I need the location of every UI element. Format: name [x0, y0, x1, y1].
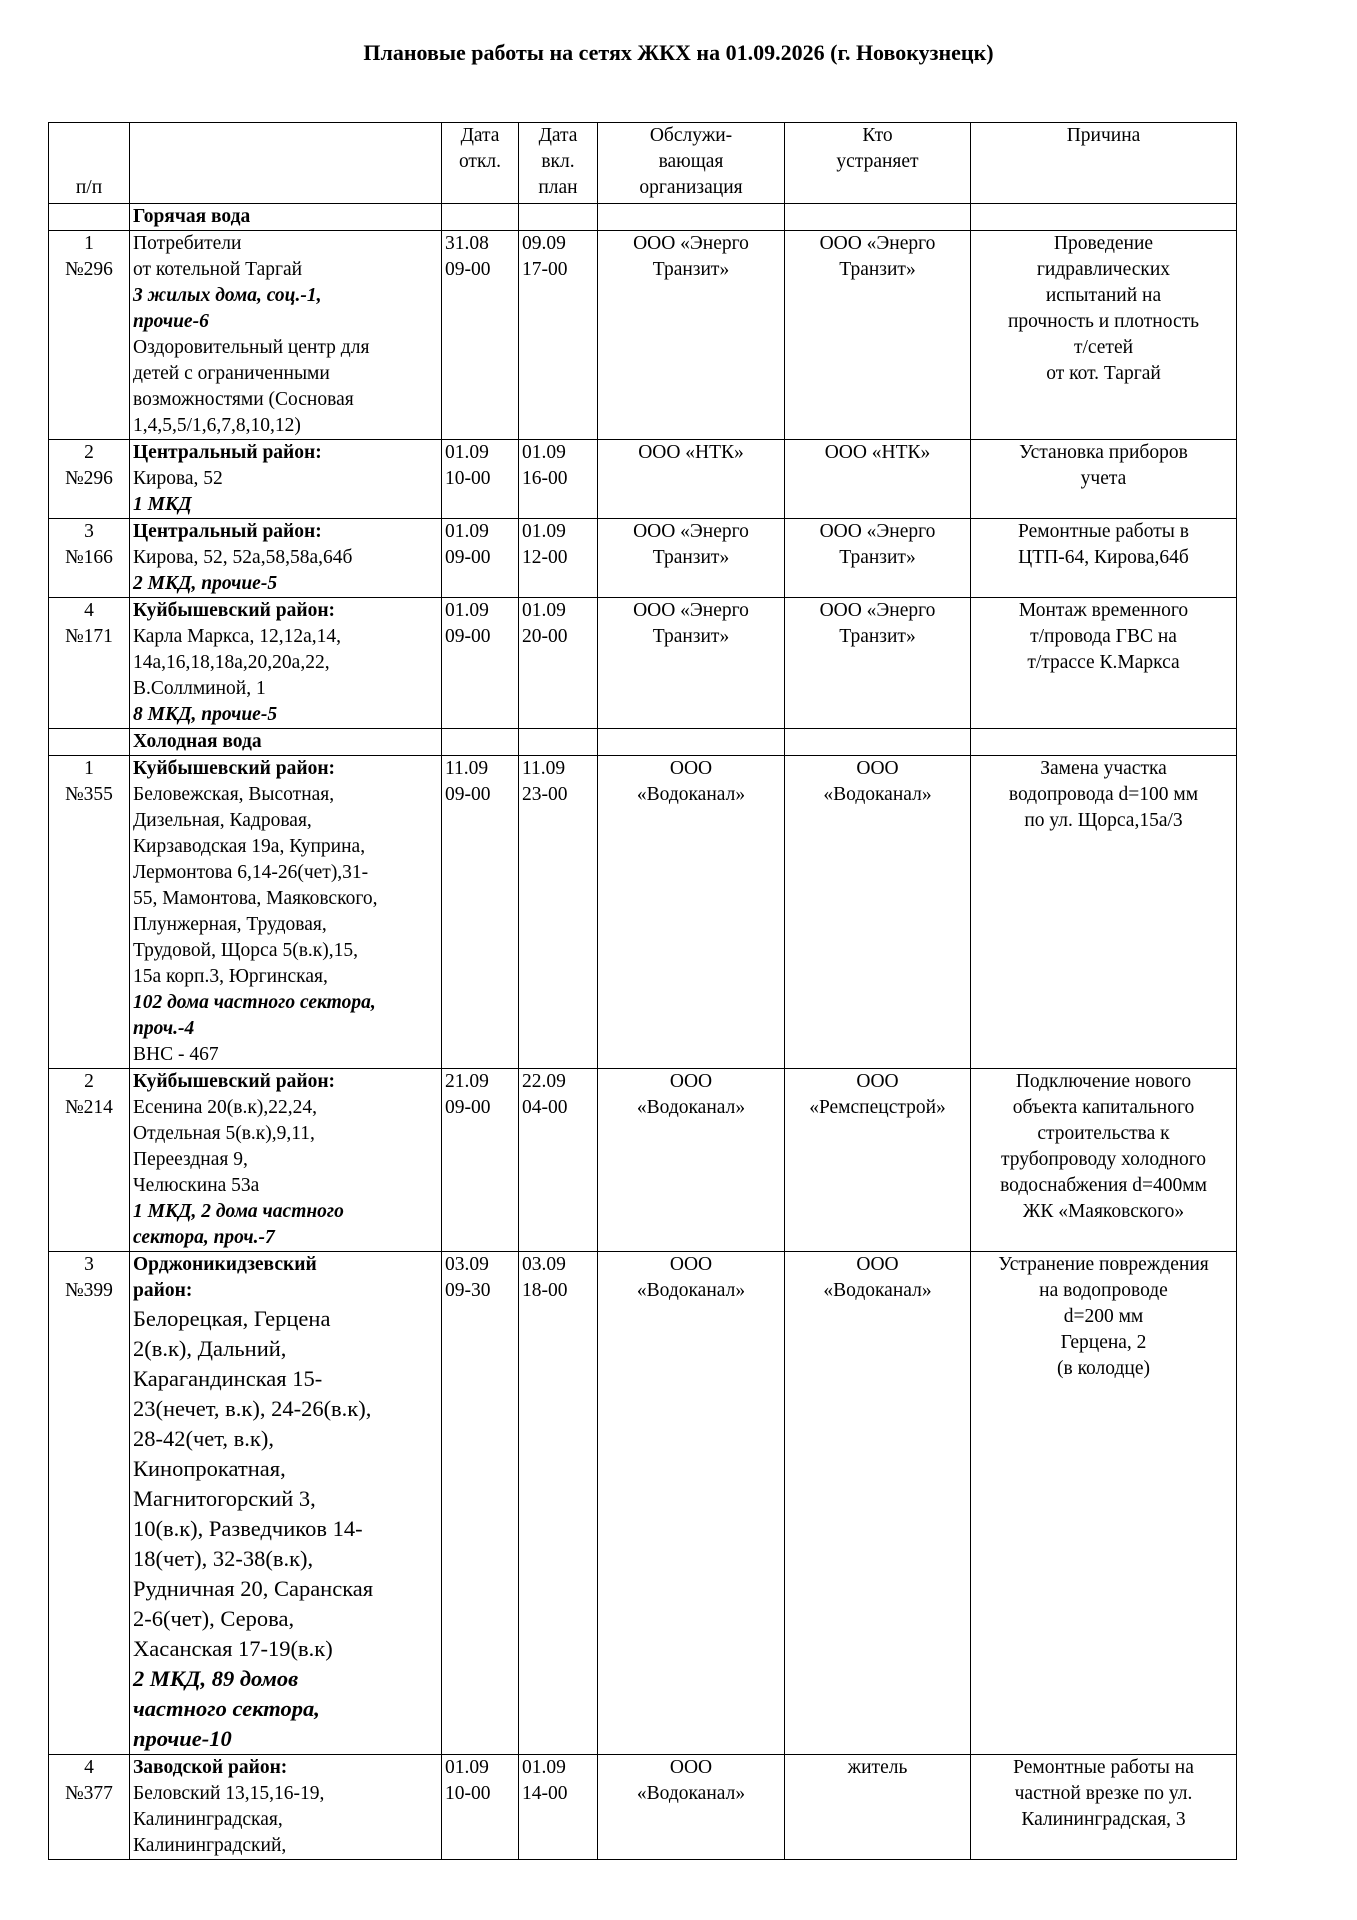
table-row	[49, 519, 1237, 598]
cell-number	[49, 519, 130, 598]
cell-on-date	[519, 1755, 598, 1860]
address-line: проч.-4	[133, 1018, 195, 1039]
address-line: Челюскина 53а	[133, 1175, 260, 1196]
cell-address	[130, 598, 442, 729]
page-title: Плановые работы на сетях ЖКХ на 01.09.2026 (г. Новокузнецк)	[363, 40, 994, 65]
cell-off-date	[442, 756, 519, 1069]
cell-number-line: №399	[65, 1280, 113, 1301]
cell-off-date	[442, 440, 519, 519]
cell-number-line: №355	[65, 784, 113, 805]
section-empty	[785, 204, 971, 231]
header-org: Обслужи- вающая организация	[598, 123, 785, 204]
cell-reason-line: Проведение	[1053, 233, 1154, 254]
cell-org-line: «Водоканал»	[636, 784, 746, 805]
cell-on-date-line: 09.09	[522, 233, 566, 254]
cell-off-date-line: 09-00	[445, 259, 491, 280]
cell-reason-line: строительства к	[1037, 1123, 1170, 1144]
cell-fixer-line: ООО «НТК»	[824, 442, 931, 463]
address-line: ВНС - 467	[133, 1044, 219, 1065]
cell-reason-line: объекта капитального	[1012, 1097, 1195, 1118]
cell-on-date-line: 01.09	[522, 600, 566, 621]
address-line: Центральный район:	[133, 442, 322, 463]
cell-org	[598, 756, 785, 1069]
header-row	[49, 123, 1237, 204]
address-line: Отдельная 5(в.к),9,11,	[133, 1123, 315, 1144]
cell-fixer-line: Транзит»	[839, 259, 916, 280]
cell-number-line: 1	[84, 758, 94, 779]
cell-on-date	[519, 1069, 598, 1252]
address-line: Белорецкая, Герцена	[133, 1306, 331, 1331]
cell-org-line: «Водоканал»	[636, 1280, 746, 1301]
address-line: Хасанская 17-19(в.к)	[133, 1636, 333, 1661]
cell-reason-line: ЦТП-64, Кирова,64б	[1018, 547, 1189, 568]
cell-reason-line: (в колодце)	[1057, 1358, 1150, 1379]
table-row	[49, 598, 1237, 729]
cell-reason-line: водопровода d=100 мм	[1008, 784, 1199, 805]
cell-address	[130, 756, 442, 1069]
cell-reason-line: Устранение повреждения	[998, 1254, 1209, 1275]
cell-on-date-line: 23-00	[522, 784, 568, 805]
cell-on-date-line: 04-00	[522, 1097, 568, 1118]
cell-fixer-line: «Ремспецстрой»	[809, 1097, 946, 1118]
cell-org-line: Транзит»	[652, 547, 730, 568]
cell-fixer	[785, 231, 971, 440]
address-line: прочие-10	[133, 1726, 232, 1751]
cell-fixer	[785, 756, 971, 1069]
section-empty	[519, 729, 598, 756]
cell-number	[49, 1069, 130, 1252]
cell-number	[49, 1252, 130, 1755]
address-line: детей с ограниченными	[133, 363, 330, 384]
cell-off-date-line: 10-00	[445, 468, 491, 489]
cell-on-date-line: 03.09	[522, 1254, 566, 1275]
cell-org	[598, 598, 785, 729]
cell-reason-line: т/сетей	[1073, 337, 1134, 358]
address-line: Лермонтова 6,14-26(чет),31-	[133, 862, 369, 883]
cell-org-line: ООО	[669, 1254, 713, 1275]
cell-on-date	[519, 231, 598, 440]
cell-number	[49, 231, 130, 440]
cell-off-date-line: 11.09	[445, 758, 489, 779]
cell-reason-line: по ул. Щорса,15а/3	[1024, 810, 1183, 831]
table-row	[49, 1069, 1237, 1252]
address-line: 55, Мамонтова, Маяковского,	[133, 888, 378, 909]
cell-number-line: 3	[84, 521, 94, 542]
cell-number	[49, 598, 130, 729]
cell-reason-line: d=200 мм	[1063, 1306, 1144, 1327]
cell-fixer-line: Транзит»	[839, 547, 916, 568]
cell-org-line: ООО «Энерго	[633, 521, 749, 542]
works-table	[48, 122, 1237, 1860]
cell-fixer-line: ООО «Энерго	[819, 600, 936, 621]
cell-reason-line: т/провода ГВС на	[1030, 626, 1177, 647]
cell-address	[130, 1252, 442, 1755]
cell-reason-line: Подключение нового	[1015, 1071, 1192, 1092]
cell-number-line: 2	[84, 1071, 94, 1092]
cell-address	[130, 1755, 442, 1860]
cell-off-date	[442, 598, 519, 729]
cell-reason-line: Ремонтные работы на	[1013, 1757, 1194, 1778]
cell-reason-line: трубопроводу холодного	[1001, 1149, 1206, 1170]
cell-number	[49, 1755, 130, 1860]
cell-off-date-line: 21.09	[445, 1071, 489, 1092]
address-line: Орджоникидзевский	[133, 1254, 317, 1275]
cell-reason-line: Замена участка	[1040, 758, 1167, 779]
cell-reason	[971, 440, 1237, 519]
cell-reason-line: от кот. Таргай	[1046, 363, 1161, 384]
address-line: 14а,16,18,18а,20,20а,22,	[133, 652, 330, 673]
cell-org	[598, 1069, 785, 1252]
cell-fixer	[785, 1069, 971, 1252]
cell-number-line: №377	[65, 1783, 113, 1804]
section-empty	[971, 204, 1237, 231]
cell-org-line: ООО	[669, 758, 713, 779]
address-line: Беловский 13,15,16-19,	[133, 1783, 325, 1804]
cell-reason	[971, 598, 1237, 729]
address-line: Калининградский,	[133, 1835, 287, 1856]
cell-off-date-line: 01.09	[445, 1757, 489, 1778]
cell-off-date-line: 31.08	[445, 233, 489, 254]
cell-fixer	[785, 1252, 971, 1755]
address-line: Рудничная 20, Саранская	[133, 1576, 374, 1601]
address-line: Потребители	[133, 233, 242, 254]
cell-on-date-line: 18-00	[522, 1280, 568, 1301]
section-title: Горячая вода	[130, 204, 442, 231]
cell-off-date	[442, 1252, 519, 1755]
section-empty	[598, 729, 785, 756]
cell-org	[598, 1252, 785, 1755]
address-line: 1,4,5,5/1,6,7,8,10,12)	[133, 415, 301, 436]
cell-number-line: 2	[84, 442, 94, 463]
address-line: 1 МКД, 2 дома частного	[133, 1201, 344, 1222]
cell-on-date	[519, 519, 598, 598]
cell-fixer-line: ООО	[856, 1071, 899, 1092]
address-line: Кинопрокатная,	[133, 1456, 286, 1481]
cell-number-line: №171	[65, 626, 113, 647]
cell-org	[598, 440, 785, 519]
address-line: Есенина 20(в.к),22,24,	[133, 1097, 317, 1118]
cell-off-date-line: 01.09	[445, 600, 489, 621]
cell-org-line: Транзит»	[652, 259, 730, 280]
cell-fixer	[785, 440, 971, 519]
cell-org	[598, 519, 785, 598]
cell-address	[130, 519, 442, 598]
address-line: 102 дома частного сектора,	[133, 992, 376, 1013]
cell-reason-line: прочность и плотность	[1007, 311, 1200, 332]
cell-reason-line: Калининградская, 3	[1021, 1809, 1186, 1830]
address-line: 28-42(чет, в.к),	[133, 1426, 274, 1451]
cell-number-line: 1	[84, 233, 94, 254]
header-off-date: Дата откл.	[442, 123, 519, 204]
address-line: прочие-6	[133, 311, 209, 332]
cell-on-date-line: 01.09	[522, 1757, 566, 1778]
cell-on-date-line: 11.09	[522, 758, 566, 779]
section-empty	[442, 204, 519, 231]
cell-address	[130, 440, 442, 519]
cell-number-line: 4	[84, 1757, 94, 1778]
cell-reason-line: гидравлических	[1036, 259, 1171, 280]
address-line: район:	[133, 1280, 193, 1301]
cell-reason-line: учета	[1080, 468, 1127, 489]
header-on-date: Дата вкл. план	[519, 123, 598, 204]
cell-fixer-line: «Водоканал»	[823, 1280, 932, 1301]
address-line: Центральный район:	[133, 521, 322, 542]
cell-on-date	[519, 440, 598, 519]
cell-number	[49, 440, 130, 519]
cell-org-line: ООО «НТК»	[638, 442, 744, 463]
header-num: п/п	[49, 123, 130, 204]
address-line: Заводской район:	[133, 1757, 288, 1778]
cell-off-date	[442, 231, 519, 440]
address-line: В.Соллминой, 1	[133, 678, 266, 699]
cell-org	[598, 231, 785, 440]
cell-fixer-line: житель	[847, 1757, 908, 1778]
address-line: 1 МКД	[133, 494, 192, 515]
cell-reason	[971, 1069, 1237, 1252]
address-line: Карла Маркса, 12,12а,14,	[133, 626, 341, 647]
cell-on-date-line: 01.09	[522, 521, 566, 542]
cell-fixer	[785, 519, 971, 598]
cell-org-line: ООО «Энерго	[633, 600, 749, 621]
address-line: возможностями (Сосновая	[133, 389, 354, 410]
address-line: 2 МКД, прочие-5	[133, 573, 278, 594]
section-empty	[49, 204, 130, 231]
address-line: Трудовой, Щорса 5(в.к),15,	[133, 940, 359, 961]
table-row	[49, 440, 1237, 519]
header-reason: Причина	[971, 123, 1237, 204]
cell-on-date-line: 12-00	[522, 547, 568, 568]
cell-reason-line: частной врезке по ул.	[1014, 1783, 1193, 1804]
cell-fixer	[785, 1755, 971, 1860]
cell-address	[130, 1069, 442, 1252]
header-fixer: Кто устраняет	[785, 123, 971, 204]
address-line: Оздоровительный центр для	[133, 337, 370, 358]
cell-org-line: «Водоканал»	[636, 1783, 746, 1804]
cell-fixer-line: ООО «Энерго	[819, 521, 936, 542]
section-row-hot	[49, 204, 1237, 231]
cell-number	[49, 756, 130, 1069]
section-empty	[519, 204, 598, 231]
cell-on-date-line: 17-00	[522, 259, 568, 280]
cell-reason-line: Герцена, 2	[1060, 1332, 1147, 1353]
section-row-cold	[49, 729, 1237, 756]
table-row	[49, 231, 1237, 440]
table-row	[49, 1252, 1237, 1755]
cell-org-line: ООО	[669, 1757, 713, 1778]
cell-off-date-line: 09-00	[445, 784, 491, 805]
address-line: Куйбышевский район:	[133, 758, 336, 779]
section-empty	[442, 729, 519, 756]
cell-reason	[971, 231, 1237, 440]
cell-on-date-line: 01.09	[522, 442, 566, 463]
cell-on-date	[519, 598, 598, 729]
section-empty	[785, 729, 971, 756]
address-line: 18(чет), 32-38(в.к),	[133, 1546, 314, 1571]
cell-org	[598, 1755, 785, 1860]
cell-reason-line: ЖК «Маяковского»	[1022, 1201, 1185, 1222]
cell-reason	[971, 1252, 1237, 1755]
section-empty	[49, 729, 130, 756]
cell-org-line: ООО	[669, 1071, 713, 1092]
address-line: Куйбышевский район:	[133, 600, 336, 621]
address-line: Беловежская, Высотная,	[133, 784, 335, 805]
cell-reason-line: Установка приборов	[1019, 442, 1188, 463]
cell-address	[130, 231, 442, 440]
cell-fixer-line: Транзит»	[839, 626, 916, 647]
cell-fixer-line: ООО «Энерго	[819, 233, 936, 254]
cell-on-date-line: 14-00	[522, 1783, 568, 1804]
address-line: 2-6(чет), Серова,	[133, 1606, 295, 1631]
address-line: Кирзаводская 19а, Куприна,	[133, 836, 366, 857]
address-line: 10(в.к), Разведчиков 14-	[133, 1516, 363, 1541]
cell-off-date	[442, 519, 519, 598]
cell-fixer-line: ООО	[856, 758, 899, 779]
cell-org-line: Транзит»	[652, 626, 730, 647]
address-line: 8 МКД, прочие-5	[133, 704, 278, 725]
address-line: 23(нечет, в.к), 24-26(в.к),	[133, 1396, 372, 1421]
cell-on-date	[519, 756, 598, 1069]
cell-reason-line: водоснабжения d=400мм	[1000, 1175, 1207, 1196]
address-line: 2 МКД, 89 домов	[133, 1666, 299, 1691]
section-empty	[971, 729, 1237, 756]
table-row	[49, 756, 1237, 1069]
cell-org-line: ООО «Энерго	[633, 233, 749, 254]
cell-number-line: №296	[65, 468, 113, 489]
cell-fixer-line: «Водоканал»	[823, 784, 932, 805]
address-line: Калининградская,	[133, 1809, 283, 1830]
address-line: Карагандинская 15-	[133, 1366, 323, 1391]
section-title: Холодная вода	[130, 729, 442, 756]
cell-org-line: «Водоканал»	[636, 1097, 746, 1118]
header-address	[130, 123, 442, 204]
address-line: 2(в.к), Дальний,	[133, 1336, 287, 1361]
cell-fixer	[785, 598, 971, 729]
cell-on-date-line: 16-00	[522, 468, 568, 489]
cell-reason-line: на водопроводе	[1039, 1280, 1168, 1301]
address-line: Кирова, 52	[133, 468, 223, 489]
cell-reason-line: испытаний на	[1045, 285, 1162, 306]
cell-on-date-line: 20-00	[522, 626, 568, 647]
cell-off-date-line: 01.09	[445, 521, 489, 542]
cell-fixer-line: ООО	[856, 1254, 899, 1275]
address-line: Переездная 9,	[133, 1149, 248, 1170]
address-line: Кирова, 52, 52а,58,58а,64б	[133, 547, 353, 568]
cell-off-date-line: 09-00	[445, 547, 491, 568]
cell-off-date-line: 09-30	[445, 1280, 491, 1301]
cell-number-line: 4	[84, 600, 94, 621]
cell-on-date	[519, 1252, 598, 1755]
cell-off-date-line: 01.09	[445, 442, 489, 463]
cell-off-date-line: 10-00	[445, 1783, 491, 1804]
cell-number-line: №214	[65, 1097, 113, 1118]
address-line: Плунжерная, Трудовая,	[133, 914, 327, 935]
address-line: 15а корп.3, Юргинская,	[133, 966, 328, 987]
address-line: Куйбышевский район:	[133, 1071, 336, 1092]
cell-on-date-line: 22.09	[522, 1071, 566, 1092]
cell-reason	[971, 756, 1237, 1069]
cell-off-date	[442, 1069, 519, 1252]
address-line: от котельной Таргай	[133, 259, 303, 280]
cell-off-date-line: 09-00	[445, 626, 491, 647]
table-row	[49, 1755, 1237, 1860]
cell-reason-line: Монтаж временного	[1018, 600, 1189, 621]
cell-number-line: №166	[65, 547, 113, 568]
cell-reason-line: Ремонтные работы в	[1018, 521, 1189, 542]
address-line: Магнитогорский 3,	[133, 1486, 316, 1511]
cell-number-line: 3	[84, 1254, 94, 1275]
cell-reason	[971, 519, 1237, 598]
cell-reason-line: т/трассе К.Маркса	[1027, 652, 1180, 673]
address-line: 3 жилых дома, соц.-1,	[133, 285, 322, 306]
cell-number-line: №296	[65, 259, 113, 280]
section-empty	[598, 204, 785, 231]
address-line: Дизельная, Кадровая,	[133, 810, 312, 831]
cell-off-date-line: 03.09	[445, 1254, 489, 1275]
cell-off-date	[442, 1755, 519, 1860]
cell-reason	[971, 1755, 1237, 1860]
address-line: частного сектора,	[133, 1696, 320, 1721]
address-line: сектора, проч.-7	[133, 1227, 275, 1248]
cell-off-date-line: 09-00	[445, 1097, 491, 1118]
